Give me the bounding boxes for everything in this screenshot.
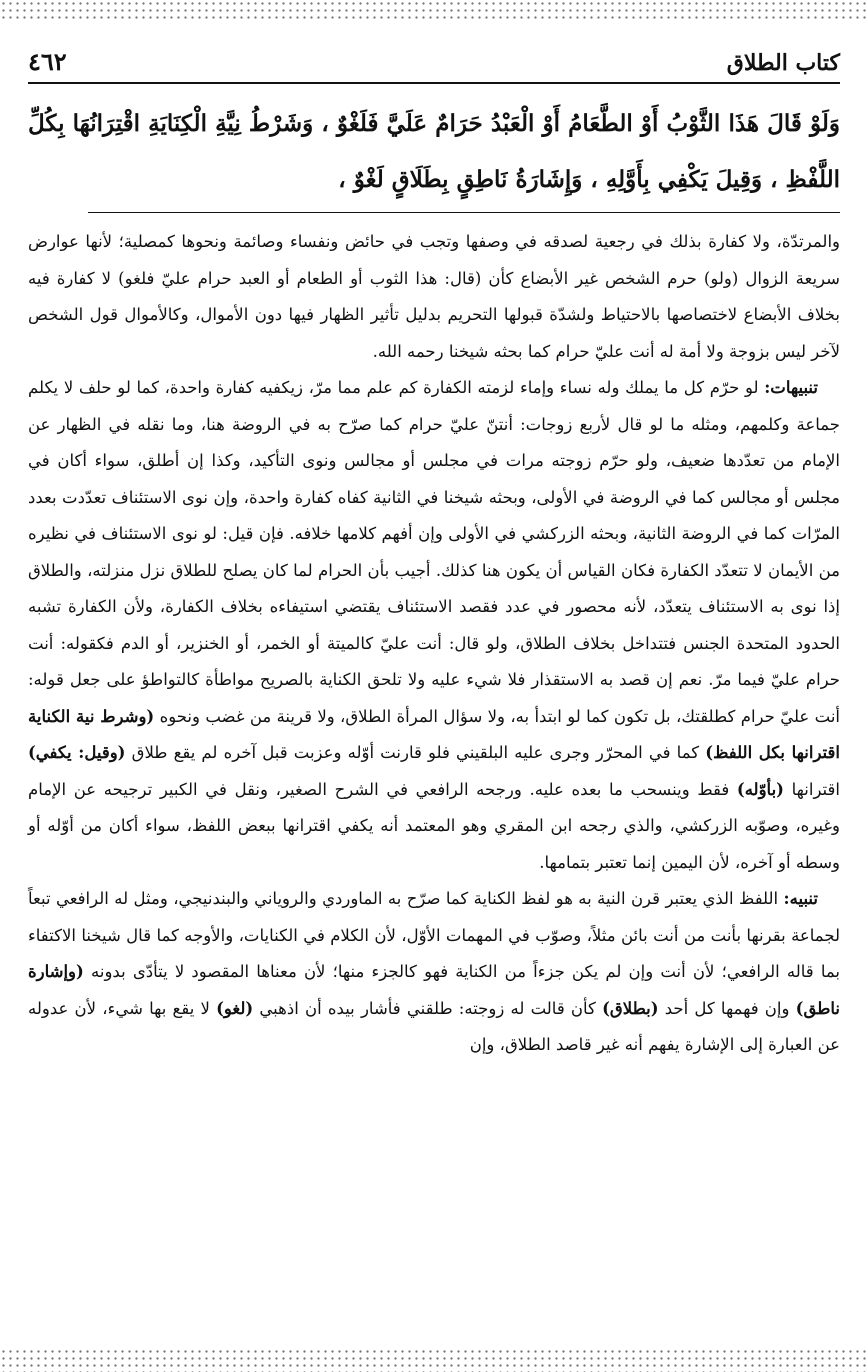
- tanbih-label: تنبيه:: [783, 889, 818, 908]
- matn-quote-talaq: (بطلاق): [602, 998, 659, 1018]
- paragraph-3-cont-1: وإن فهمها كل أحد: [664, 998, 790, 1018]
- paragraph-2-cont-3: فقط وينسحب ما بعده عليه. ورجحه الرافعي في الشرح الصغير، ونقل في الكبير ترجيحه عن الإمام وغيره، وصوّبه الزركشي، والذي رجحه ابن المقري وهو المعتمد أنه يكفي اقترانها ببعض اللفظ، سواء أكان من أوّله أو وسطه أو آخره، لأن اليمين إنما تعتبر بتمامها.: [28, 779, 840, 872]
- paragraph-2: [28, 370, 840, 881]
- paragraph-3-cont-2: كأن قالت له زوجته: طلقني فأشار بيده أن اذهبي: [259, 998, 596, 1018]
- paragraph-3: [28, 881, 840, 1064]
- bottom-ornamental-border: [0, 1348, 868, 1372]
- matn-text: وَلَوْ قَالَ هَذَا الثَّوْبُ أَوْ الطَّعَامُ أَوْ الْعَبْدُ حَرَامٌ عَلَيَّ فَلَغْوٌ ، وَشَرْطُ نِيَّةِ الْكِنَايَةِ اقْتِرَانُهَا بِكُلِّ اللَّفْظِ ، وَقِيلَ يَكْفِي بِأَوَّلِهِ ، وَإِشَارَةُ نَاطِقٍ بِطَلَاقٍ لَغْوٌ ،: [28, 110, 840, 193]
- matn-quote-shart: (وشرط نية الكناية اقترانها بكل اللفظ): [28, 706, 841, 762]
- top-ornamental-border: [0, 0, 868, 20]
- paragraph-2-text: لو حرّم كل ما يملك وله نساء وإماء لزمته الكفارة كم علم مما مرّ، زيكفيه كفارة واحدة، كما لو حلف لا يكلم جماعة وكلمهم، ومثله ما لو قال لأربع زوجات: أنتنّ عليّ حرام كما صرّح به في الروضة هنا، وما نقله في الظهار عن الإمام من تعدّدها ضعيف، ولو حرّم زوجته مرات في مجلس أو مجالس ونوى التأكيد، وكذا إن أطلق، سواء أكان في مجلس أو مجالس كما في الروضة في الأولى، وبحثه شيخنا في الثانية كفاه كفارة واحدة، وإن نوى الاستئناف تعدّدت بعدد المرّات كما في الروضة الثانية، وبحثه الزركشي في الأولى وإن أفهم كلامها خلافه. فإن قيل: لو نوى الاستئناف في نظيره من الأيمان لا تتعدّد الكفارة فكان القياس أن يكون هنا كذلك. أجيب بأن الحرام لما كان يصلح للطلاق نزل منزلته، والطلاق إذا نوى به الاستئناف يتعدّد، لأنه محصور في عدد فقصد الاستئناف يقتضي استيفاءه بخلاف الكفارة، ولأن الكفارة تشبه الحدود المتحدة الجنس فتتداخل بخلاف الطلاق، ولو قال: أنت عليّ كالميتة أو الخمر، أو الخنزير، أو الدم فكقوله: أنت حرام عليّ فيما مرّ. نعم إن قصد به الاستقذار فلا شيء عليه ولا تلحق الكناية بالصريح مواطأة كالتواطؤ على جعل قوله: أنت عليّ حرام كطلقتك، بل تكون كما لو ابتدأ به، ولا سؤال المرأة الطلاق، ولا قرينة من غضب ونحوه: [28, 378, 840, 726]
- matn-quote-awwalih: (بأوّله): [736, 779, 784, 799]
- page-number: ٤٦٢: [28, 47, 67, 76]
- matn-quote-qila: (وقيل: يكفي): [28, 743, 126, 762]
- matn-separator-rule: [88, 212, 840, 213]
- running-header: [28, 40, 840, 76]
- commentary: [28, 224, 840, 1064]
- paragraph-2-cont-2: اقترانها: [791, 779, 841, 799]
- header-rule: [28, 82, 840, 84]
- matn-quote-ishara: (وإشارة ناطق): [28, 962, 840, 1018]
- book-title: كتاب الطلاق: [726, 50, 840, 76]
- paragraph-1: والمرتدّة، ولا كفارة بذلك في رجعية لصدقه في وصفها وتجب في حائض ونفساء وصائمة ونحوها كمصلية؛ لأنها عوارض سريعة الزوال (ولو) حرم الشخص غير الأبضاع كأن (قال: هذا الثوب أو الطعام أو العبد حرام عليّ فلغو) لا كفارة فيه بخلاف الأبضاع لاختصاصها بالاحتياط ولشدّة قبولها التحريم بدليل تأثير الظهار فيها دون الأموال، وكالأموال قول الشخص لآخر ليس بزوجة ولا أمة له أنت عليّ حرام كما بحثه شيخنا رحمه الله.: [28, 232, 840, 361]
- matn-quote-laghw: (لغو): [216, 998, 254, 1018]
- paragraph-2-cont-1: كما في المحرّر وجرى عليه البلقيني فلو قارنت أوّله وعزبت قبل آخره لم يقع طلاق: [131, 743, 700, 762]
- paragraph-3-cont-3: لا يقع بها شيء، لأن عدوله عن العبارة إلى الإشارة يفهم أنه غير قاصد الطلاق، وإن: [28, 998, 840, 1054]
- tanbihat-label: تنبيهات:: [764, 378, 818, 397]
- paragraph-3-text: اللفظ الذي يعتبر قرن النية به هو لفظ الكناية كما صرّح به الماوردي والروياني والبندنيجي، ومثل له الرافعي تبعاً لجماعة بقرنها بأنت من أنت بائن مثلاً، وصوّب في المهمات الأوّل، لأن الكلام في الكنايات، والأوجه كما قال شيخنا الاكتفاء بما قاله الرافعي؛ لأن أنت وإن لم يكن جزءاً من الكناية فهو كالجزء منها؛ لأن معناها المقصود لا يتأدّى بدونه: [28, 889, 840, 981]
